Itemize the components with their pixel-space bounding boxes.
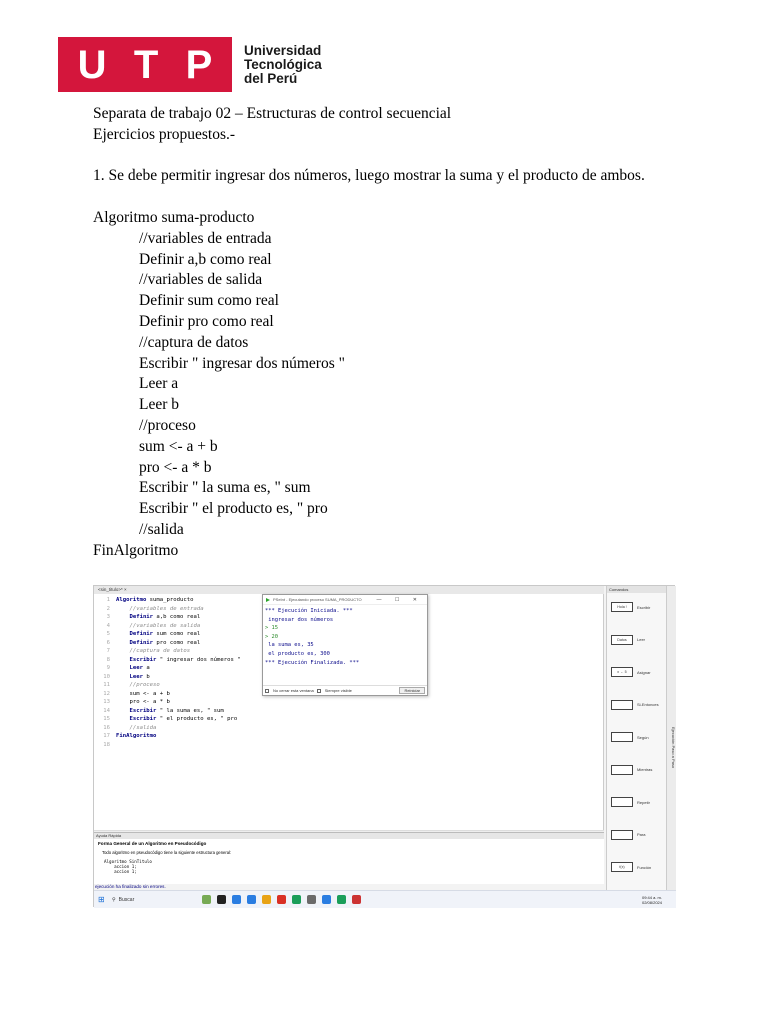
code-keyword: Escribir: [116, 716, 157, 722]
code-line: [96, 622, 241, 631]
line-number: 2: [106, 605, 110, 612]
code-line: [96, 630, 241, 639]
code-line: [96, 596, 241, 605]
taskbar-app-icon[interactable]: [262, 895, 271, 904]
line-number: 15: [103, 716, 110, 722]
commands-palette: [606, 586, 666, 890]
command-si-entonces[interactable]: [611, 694, 665, 716]
execution-footer: [263, 685, 427, 695]
document-title: Separata de trabajo 02 – Estructuras de control secuencial: [93, 105, 452, 122]
command-seg-n[interactable]: [611, 726, 665, 748]
algorithm-line: Leer a: [139, 375, 179, 393]
code-line: [96, 707, 241, 716]
logo-letter-p: P: [185, 42, 213, 87]
algorithm-line: //proceso: [139, 416, 196, 434]
command-shape-icon: x ← 5: [611, 667, 633, 677]
line-number: 4: [106, 622, 110, 629]
command-shape-icon: [611, 765, 633, 775]
taskbar-clock: [642, 895, 662, 905]
editor-tab[interactable]: <sin_titulo>* ×: [94, 586, 604, 594]
taskbar-app-icon[interactable]: [322, 895, 331, 904]
code-keyword: Leer: [116, 665, 143, 671]
logo-letter-t: T: [133, 42, 159, 87]
taskbar-app-icon[interactable]: [277, 895, 286, 904]
code-line: [96, 715, 241, 724]
code-text: sum como real: [153, 631, 201, 637]
command-shape-icon: [611, 830, 633, 840]
restart-button[interactable]: Reiniciar: [399, 687, 425, 694]
algorithm-line: Leer b: [139, 396, 180, 414]
code-text: sum <- a + b: [116, 690, 170, 697]
code-line: [96, 664, 241, 673]
clock-date: 02/08/2024: [641, 899, 662, 905]
command-shape-icon: f(x): [611, 862, 633, 872]
line-number: 3: [106, 614, 110, 620]
logo-name-line: Universidad: [244, 42, 322, 58]
execution-window: [262, 594, 428, 696]
step-by-step-tab[interactable]: Ejecución Paso a Paso: [666, 586, 676, 890]
line-number: 11: [103, 682, 110, 688]
taskbar-app-icon[interactable]: [202, 895, 211, 904]
line-number: 13: [103, 699, 110, 705]
command-mientras[interactable]: [611, 759, 665, 781]
command-label: Función: [637, 864, 652, 870]
command-label: Para: [637, 832, 646, 837]
command-para[interactable]: [611, 824, 665, 846]
code-line: [96, 673, 241, 682]
code-line: [96, 741, 241, 750]
command-asignar[interactable]: [611, 661, 665, 683]
command-shape-icon: [611, 732, 633, 742]
no-close-checkbox[interactable]: [265, 689, 269, 693]
code-text: a: [142, 665, 150, 671]
code-keyword: Leer: [116, 673, 143, 680]
output-line: *** Ejecución Finalizada. ***: [265, 659, 360, 666]
code-keyword: Escribir: [116, 656, 157, 663]
command-label: Según: [637, 734, 649, 740]
commands-title: Comandos: [607, 586, 666, 593]
clock-time: 09:44 a. m.: [641, 894, 662, 900]
command-label: Repetir: [637, 799, 650, 805]
algorithm-line: Escribir " ingresar dos números ": [139, 354, 345, 372]
code-text: b: [142, 673, 150, 680]
code-line: [96, 681, 241, 690]
logo-letter-u: U: [77, 42, 107, 87]
code-keyword: Definir: [116, 614, 154, 620]
quick-help-title: Ayuda Rápida: [94, 833, 604, 839]
line-number: 17: [103, 733, 110, 739]
code-line: [96, 656, 241, 665]
quick-help-heading: Forma General de un Algoritmo en Pseudocódigo: [98, 841, 207, 846]
taskbar-app-icon[interactable]: [217, 895, 226, 904]
code-keyword: Definir: [116, 639, 154, 646]
command-label: Leer: [637, 637, 646, 642]
search-label: Buscar: [118, 896, 135, 903]
code-text: " el producto es, " pro: [156, 716, 238, 722]
taskbar-app-icon[interactable]: [247, 895, 256, 904]
always-visible-label: Siempre visible: [324, 687, 352, 693]
algorithm-line: //salida: [139, 520, 184, 538]
algorithm-line: Definir pro como real: [139, 312, 274, 330]
code-keyword: FinAlgoritmo: [116, 733, 157, 739]
taskbar-app-icon[interactable]: [307, 895, 316, 904]
command-escribir[interactable]: [611, 596, 665, 618]
algorithm-line: //variables de salida: [139, 271, 263, 289]
algorithm-line: pro <- a * b: [139, 458, 212, 476]
utp-logo: [58, 37, 322, 92]
line-number: 14: [103, 707, 110, 714]
command-label: Asignar: [637, 669, 651, 675]
line-number: 18: [103, 741, 110, 748]
code-text: " la suma es, " sum: [156, 707, 224, 714]
quick-help-code: Algoritmo SinTitulo accion 1; accion 1;: [104, 859, 152, 874]
code-line: [96, 698, 241, 707]
logo-university-name: [244, 44, 322, 86]
taskbar-app-icon[interactable]: [232, 895, 241, 904]
command-shape-icon: Datos: [611, 635, 633, 645]
command-shape-icon: [611, 797, 633, 807]
window-controls[interactable]: — ☐ ✕: [376, 597, 423, 603]
code-line: [96, 732, 241, 741]
code-text: pro <- a * b: [116, 699, 170, 705]
code-text: //salida: [116, 724, 157, 731]
code-text: //variables de entrada: [116, 605, 204, 612]
output-line: *** Ejecución Iniciada. ***: [265, 608, 353, 614]
output-line: ingresar dos números: [265, 616, 334, 623]
algorithm-body: [93, 229, 653, 541]
line-number: 16: [103, 724, 110, 731]
code-line: [96, 724, 241, 733]
status-bar: ejecución ha finalizado sin errores.: [94, 884, 604, 890]
command-label: Escribir: [637, 604, 651, 610]
search-icon: ⚲: [112, 896, 116, 903]
document-body: [93, 104, 653, 562]
execution-title-text: PSeInt - Ejecutando proceso SUMA_PRODUCTO: [273, 597, 362, 602]
code-keyword: Escribir: [116, 707, 157, 714]
logo-box: [58, 37, 232, 92]
code-area: [96, 596, 241, 749]
windows-taskbar: [94, 890, 676, 908]
command-repetir[interactable]: [611, 791, 665, 813]
line-number: 5: [106, 631, 110, 637]
code-line: [96, 639, 241, 648]
exercise-statement: 1. Se debe permitir ingresar dos números, luego mostrar la suma y el producto de ambos.: [93, 167, 645, 185]
algorithm-line: //captura de datos: [139, 333, 249, 351]
output-line: la suma es, 35: [265, 642, 314, 649]
command-shape-icon: Hola !: [611, 602, 633, 612]
line-number: 9: [106, 665, 110, 671]
command-shape-icon: [611, 700, 633, 710]
command-label: Mientras: [637, 767, 653, 772]
command-funci-n[interactable]: [611, 856, 665, 878]
windows-start-icon[interactable]: ⊞: [98, 895, 105, 904]
no-close-label: No cerrar esta ventana: [273, 687, 314, 693]
algorithm-line: sum <- a + b: [139, 437, 218, 455]
algorithm-footer: FinAlgoritmo: [93, 541, 179, 559]
output-line: > 15: [265, 625, 278, 632]
execution-window-title: [263, 595, 427, 605]
algorithm-header: Algoritmo suma-producto: [93, 208, 255, 226]
line-number: 8: [106, 656, 110, 663]
algorithm-line: Definir a,b como real: [139, 250, 272, 268]
code-text: //variables de salida: [116, 622, 201, 629]
code-line: [96, 647, 241, 656]
line-number: 7: [106, 648, 110, 654]
algorithm-line: //variables de entrada: [139, 229, 272, 247]
output-line: > 20: [265, 633, 278, 640]
algorithm-line: Escribir " la suma es, " sum: [139, 479, 311, 497]
code-text: pro como real: [153, 639, 201, 646]
document-subtitle: Ejercicios propuestos.-: [93, 125, 236, 143]
algorithm-line: Definir sum como real: [139, 292, 279, 310]
taskbar-app-icon[interactable]: [292, 895, 301, 904]
taskbar-search[interactable]: [112, 894, 182, 905]
code-keyword: Definir: [116, 631, 154, 637]
taskbar-app-icon[interactable]: [337, 895, 346, 904]
logo-name-line: del Perú: [244, 70, 298, 86]
pseint-screenshot: [93, 585, 675, 907]
code-keyword: Algoritmo: [116, 597, 147, 603]
always-visible-checkbox[interactable]: [317, 689, 321, 693]
algorithm-line: Escribir " el producto es, " pro: [139, 500, 328, 518]
line-number: 6: [106, 639, 110, 646]
code-text: //proceso: [116, 682, 160, 688]
line-number: 1: [106, 597, 110, 603]
code-line: [96, 605, 241, 614]
quick-help-panel: [94, 832, 604, 884]
play-icon: [266, 598, 270, 602]
code-line: [96, 690, 241, 699]
logo-name-line: Tecnológica: [244, 56, 322, 72]
code-text: //captura de datos: [116, 648, 191, 654]
taskbar-app-icon[interactable]: [352, 895, 361, 904]
taskbar-apps: [202, 895, 361, 904]
line-number: 10: [103, 673, 110, 680]
command-leer[interactable]: [611, 629, 665, 651]
code-text: a,b como real: [153, 614, 201, 620]
line-number: 12: [103, 690, 110, 697]
quick-help-text: Todo algoritmo en pseudocódigo tiene la siguiente estructura general:: [102, 850, 232, 855]
code-text: suma_producto: [146, 597, 194, 603]
execution-output: [263, 605, 427, 667]
output-line: el producto es, 300: [265, 650, 330, 657]
code-line: [96, 613, 241, 622]
command-label: Si-Entonces: [637, 702, 659, 707]
code-text: " ingresar dos números ": [156, 656, 241, 663]
